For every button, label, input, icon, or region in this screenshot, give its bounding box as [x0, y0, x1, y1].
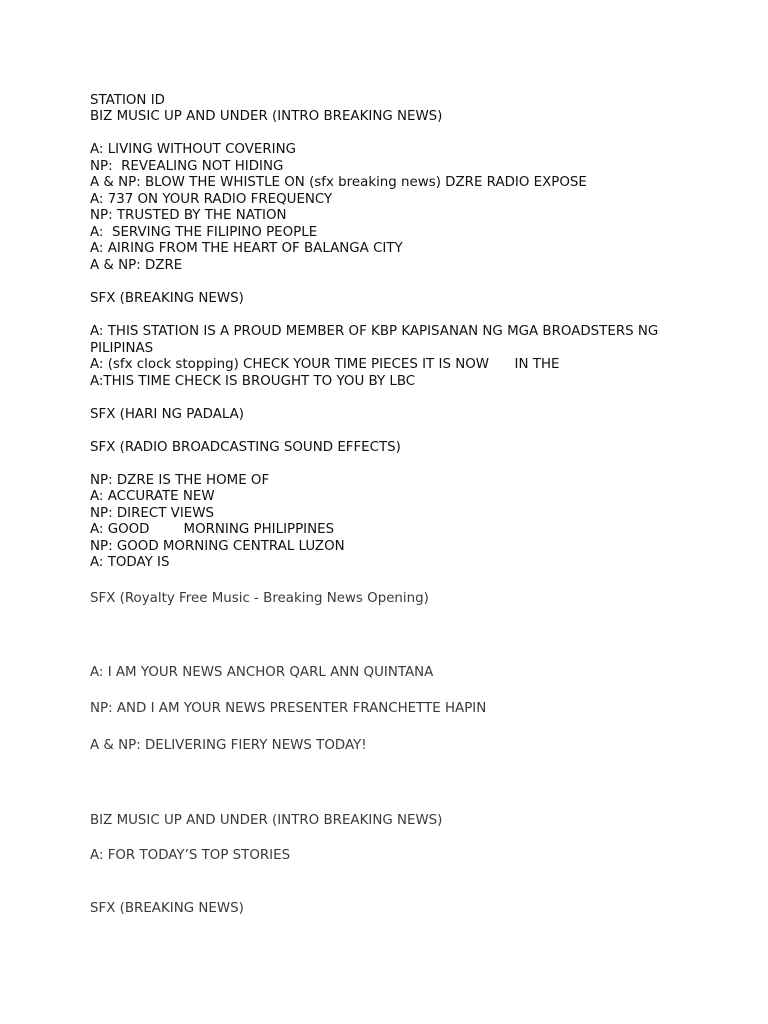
script-line: A: THIS STATION IS A PROUD MEMBER OF KBP KAPISANAN NG MGA BROADSTERS NG [90, 324, 659, 339]
script-line: SFX (BREAKING NEWS) [90, 901, 244, 916]
script-line: A: AIRING FROM THE HEART OF BALANGA CITY [90, 241, 403, 256]
script-line: A: GOOD MORNING PHILIPPINES [90, 522, 335, 537]
script-line: A: 737 ON YOUR RADIO FREQUENCY [90, 192, 333, 207]
script-line: A & NP: DELIVERING FIERY NEWS TODAY! [90, 738, 367, 753]
script-line: SFX (BREAKING NEWS) [90, 291, 244, 306]
script-line: BIZ MUSIC UP AND UNDER (INTRO BREAKING NEWS) [90, 109, 443, 124]
script-line: NP: REVEALING NOT HIDING [90, 159, 284, 174]
script-line: NP: TRUSTED BY THE NATION [90, 208, 287, 223]
script-line: SFX (HARI NG PADALA) [90, 407, 245, 422]
script-line: A:THIS TIME CHECK IS BROUGHT TO YOU BY LBC [90, 374, 416, 389]
script-line: SFX (Royalty Free Music - Breaking News Opening) [90, 591, 429, 606]
script-line: A: TODAY IS [90, 555, 170, 570]
script-line: NP: AND I AM YOUR NEWS PRESENTER FRANCHETTE HAPIN [90, 701, 487, 716]
script-line: A: I AM YOUR NEWS ANCHOR QARL ANN QUINTANA [90, 665, 434, 680]
script-line: STATION ID [90, 93, 165, 108]
script-line: A: LIVING WITHOUT COVERING [90, 142, 296, 157]
script-line: A: SERVING THE FILIPINO PEOPLE [90, 225, 318, 240]
script-line: BIZ MUSIC UP AND UNDER (INTRO BREAKING NEWS) [90, 813, 443, 828]
script-line: NP: DZRE IS THE HOME OF [90, 473, 270, 488]
script-line: PILIPINAS [90, 341, 154, 356]
script-line: NP: GOOD MORNING CENTRAL LUZON [90, 539, 345, 554]
script-line: A & NP: BLOW THE WHISTLE ON (sfx breaking news) DZRE RADIO EXPOSE [90, 175, 587, 190]
script-line: A: (sfx clock stopping) CHECK YOUR TIME PIECES IT IS NOW IN THE [90, 357, 560, 372]
script-line: A: ACCURATE NEW [90, 489, 215, 504]
script-line: NP: DIRECT VIEWS [90, 506, 214, 521]
script-line: SFX (RADIO BROADCASTING SOUND EFFECTS) [90, 440, 401, 455]
script-line: A & NP: DZRE [90, 258, 183, 273]
script-line: A: FOR TODAY’S TOP STORIES [90, 848, 291, 863]
